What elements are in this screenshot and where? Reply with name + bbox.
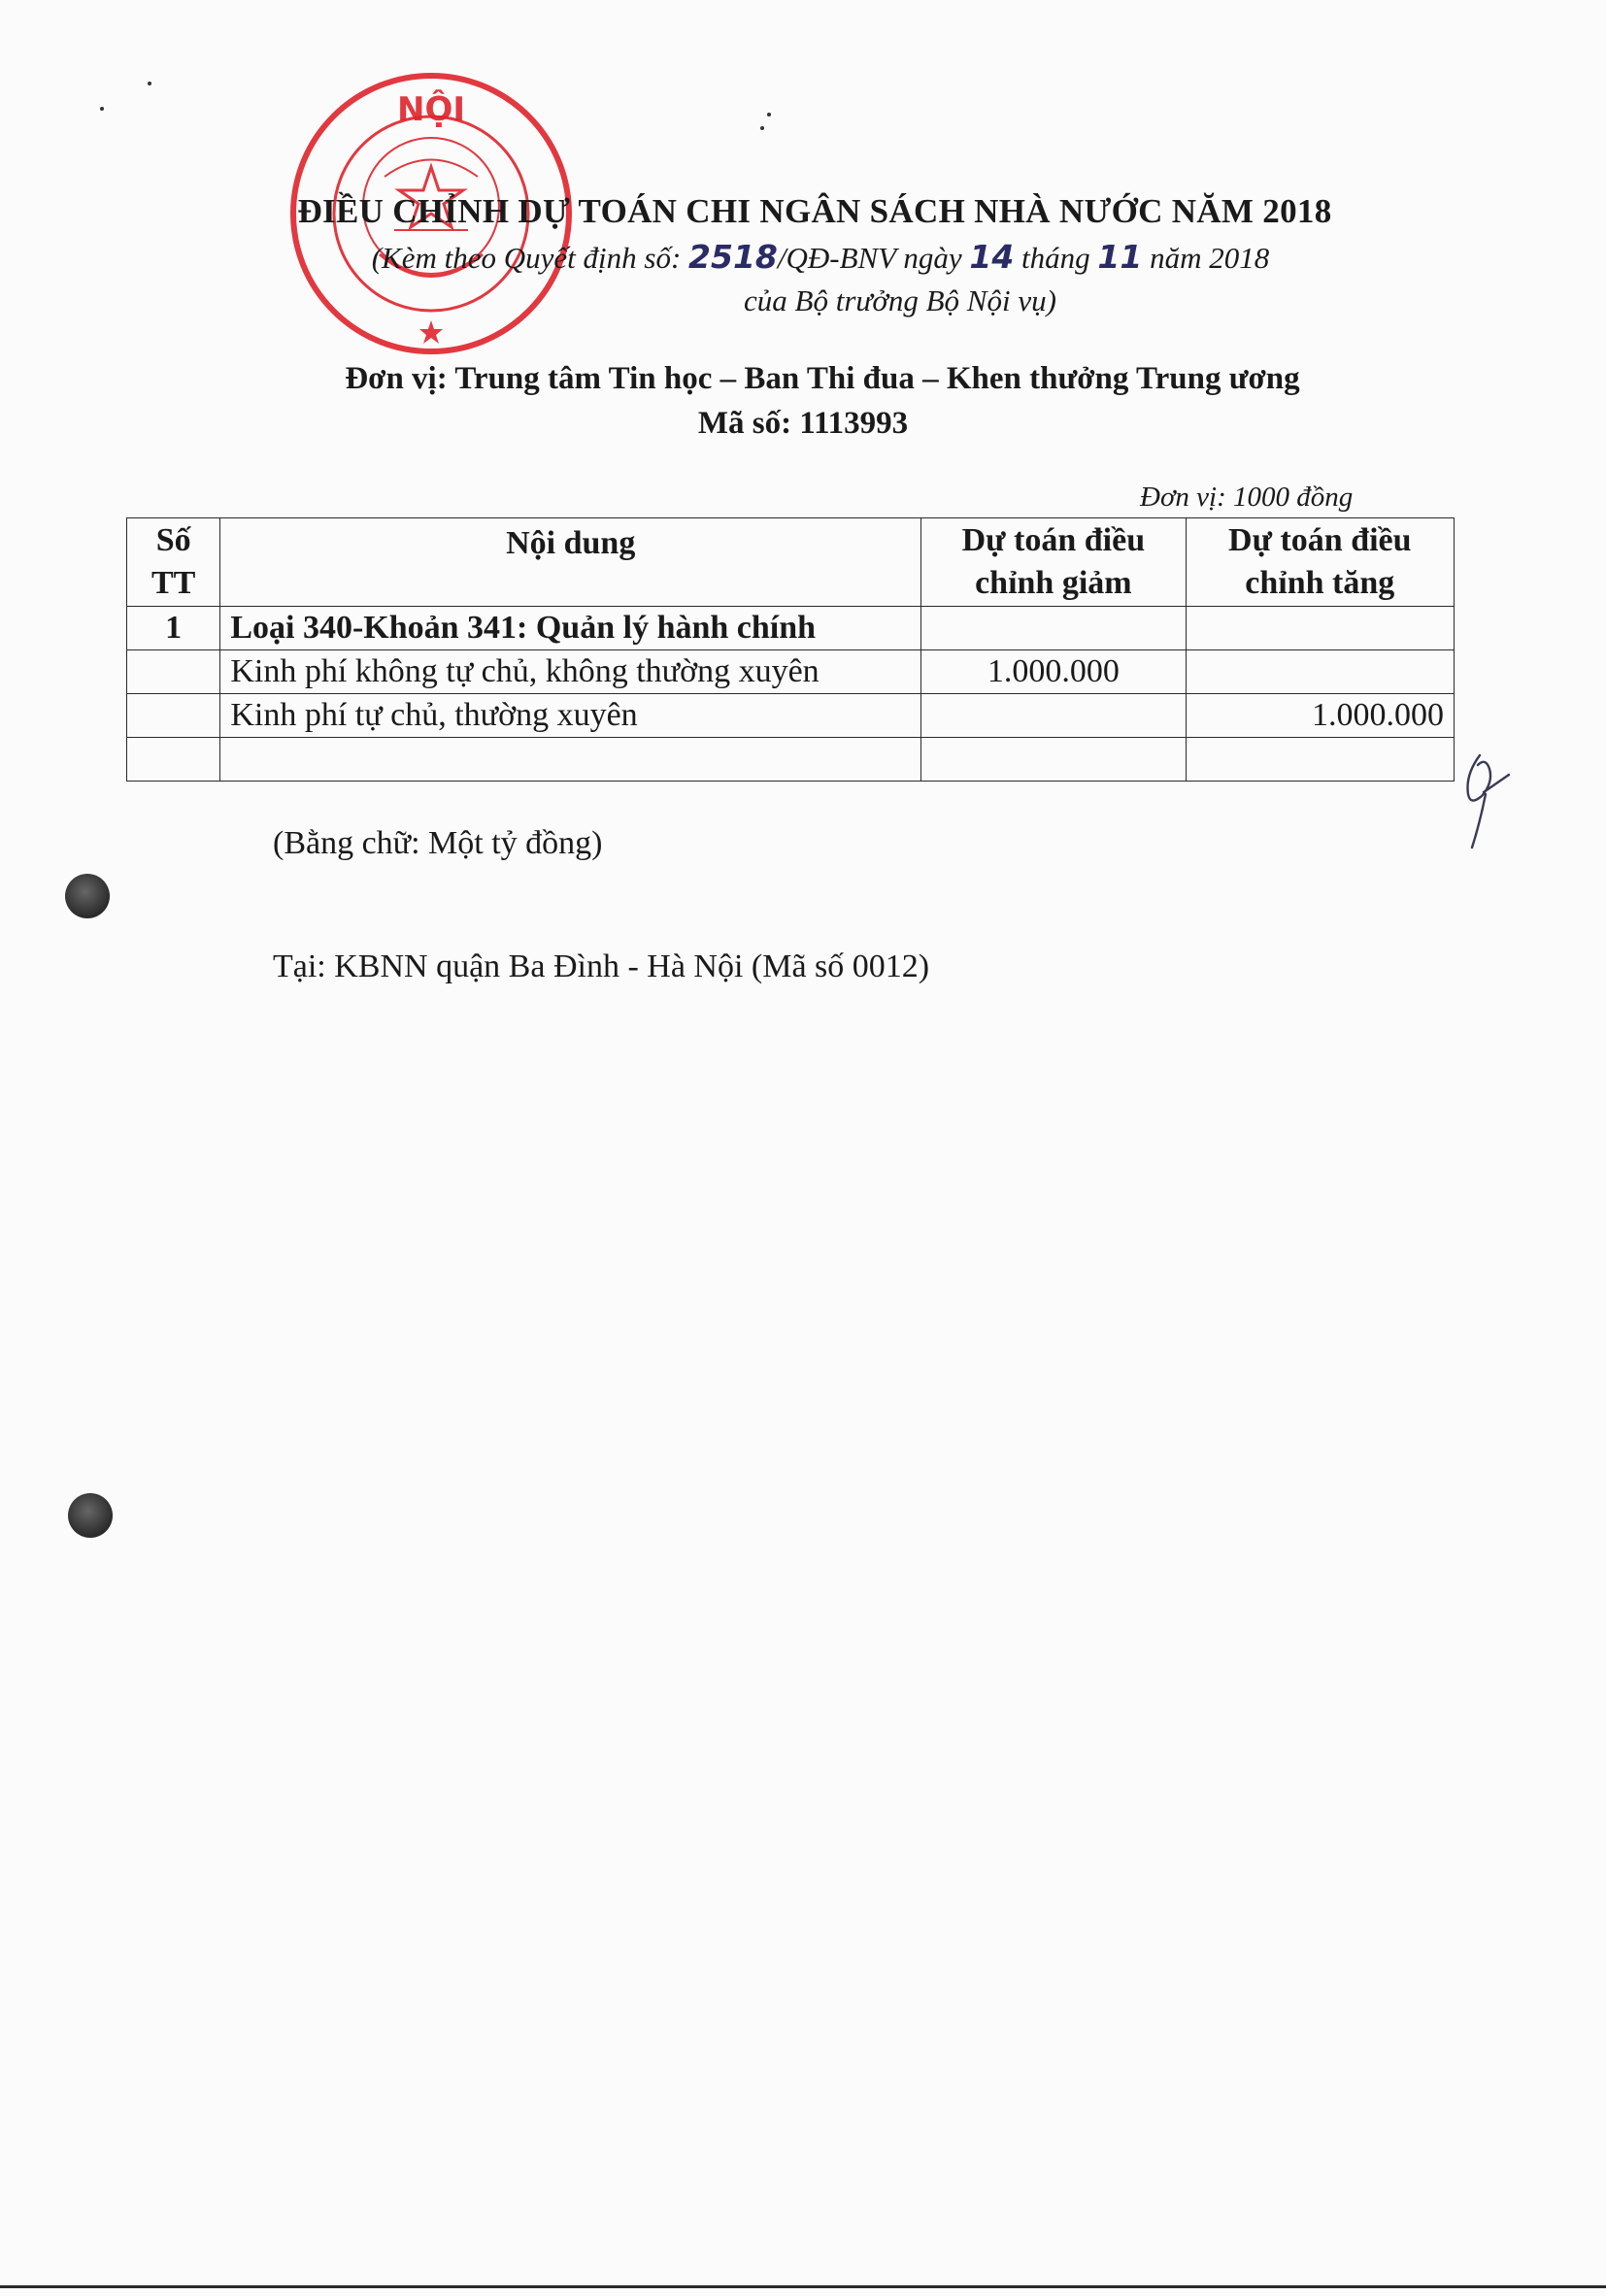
header-content: Nội dung: [220, 518, 921, 607]
seal-text: NỘI: [396, 90, 466, 129]
year-label: năm 2018: [1150, 241, 1270, 275]
row-content: Kinh phí không tự chủ, không thường xuyên: [220, 650, 921, 694]
header-decrease: Dự toán điều chỉnh giảm: [921, 518, 1186, 607]
row-content: Kinh phí tự chủ, thường xuyên: [220, 694, 921, 738]
punch-hole-bottom: [68, 1493, 113, 1538]
row-stt: [127, 694, 220, 738]
row-content: Loại 340-Khoản 341: Quản lý hành chính: [220, 607, 921, 650]
scan-speck: [760, 126, 764, 130]
row-increase: [1186, 607, 1454, 650]
row-increase: 1.000.000: [1186, 694, 1454, 738]
table-row: [127, 694, 1455, 738]
decision-reference: [17, 238, 1606, 276]
unit-code: Mã số: 1113993: [697, 406, 909, 441]
row-decrease: 1.000.000: [921, 650, 1186, 694]
unit-name: Đơn vị: Trung tâm Tin học – Ban Thi đua – Khen thưởng Trung ương: [345, 361, 1300, 396]
treasury-info: Tại: KBNN quận Ba Đình - Hà Nội (Mã số 0012): [273, 948, 930, 984]
row-stt: 1: [127, 607, 220, 650]
scan-speck: [100, 107, 104, 111]
budget-table: [126, 517, 1455, 782]
scan-speck: [148, 82, 151, 85]
document-title: ĐIỀU CHỈNH DỰ TOÁN CHI NGÂN SÁCH NHÀ NƯỚC NĂM 2018: [297, 192, 1332, 230]
decision-prefix: (Kèm theo Quyết định số:: [371, 241, 682, 275]
table-row: [127, 650, 1455, 694]
amount-in-words: (Bằng chữ: Một tỷ đồng): [273, 825, 603, 861]
scan-edge-line: [0, 2285, 1606, 2288]
table-row: [127, 607, 1455, 650]
header-stt: Số TT: [127, 518, 220, 607]
row-stt: [127, 738, 220, 782]
decision-suffix: /QĐ-BNV ngày: [777, 241, 962, 275]
row-decrease: [921, 607, 1186, 650]
scan-speck: [767, 113, 771, 116]
table-row: [127, 738, 1455, 782]
decision-month: 11: [1097, 238, 1143, 276]
decision-day: 14: [969, 238, 1015, 276]
row-stt: [127, 650, 220, 694]
row-decrease: [921, 738, 1186, 782]
table-header-row: [127, 518, 1455, 607]
row-content: [220, 738, 921, 782]
issuer-line: của Bộ trưởng Bộ Nội vụ): [744, 283, 1056, 317]
decision-number: 2518: [688, 238, 778, 276]
punch-hole-top: [65, 874, 110, 918]
month-label: tháng: [1021, 241, 1090, 275]
row-increase: [1186, 650, 1454, 694]
initial-signature: [1451, 736, 1519, 852]
currency-unit-note: Đơn vị: 1000 đồng: [1140, 482, 1354, 513]
header-increase: Dự toán điều chỉnh tăng: [1186, 518, 1454, 607]
row-decrease: [921, 694, 1186, 738]
row-increase: [1186, 738, 1454, 782]
